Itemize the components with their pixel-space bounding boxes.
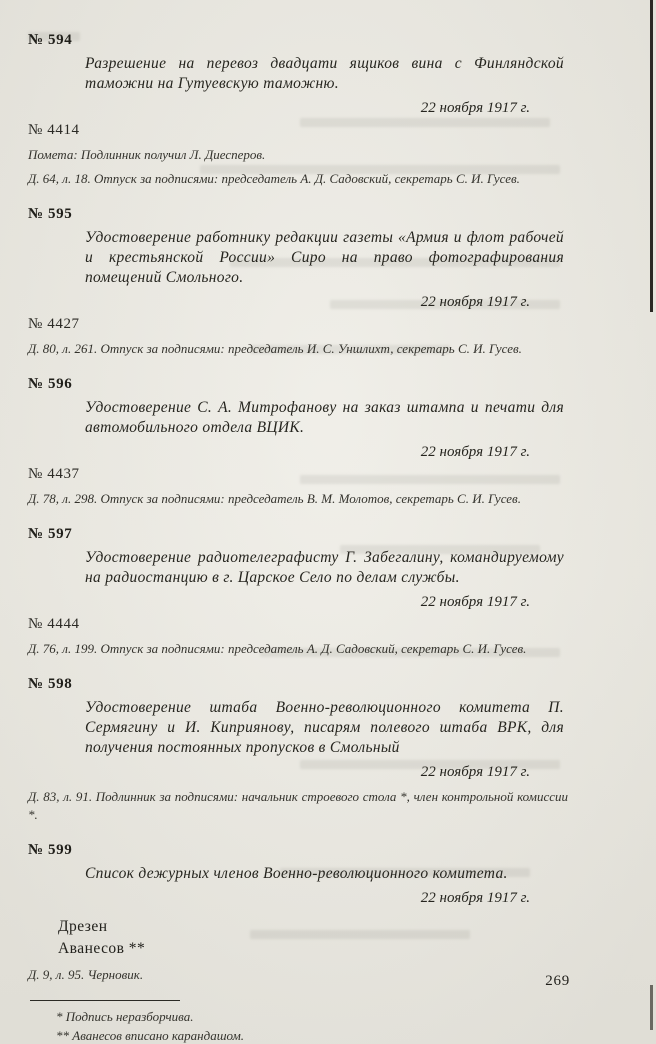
entry-title: Удостоверение радиотелеграфисту Г. Забегалину, командируемому на радиостанцию в г. Царское Село по делам службы. <box>85 549 564 586</box>
entry-reference: Д. 80, л. 261. Отпуск за подписями: председатель И. С. Уншлихт, секретарь С. И. Гусев. <box>28 341 522 356</box>
entry-title: Список дежурных членов Военно-революционного комитета. <box>85 865 508 882</box>
signatory-line: Дрезен <box>58 918 108 935</box>
footnote: * Подпись неразборчива. <box>56 1009 194 1024</box>
document-entry-599 <box>0 840 656 984</box>
page-number: 269 <box>545 973 570 989</box>
entry-date: 22 ноября 1917 г. <box>420 444 530 460</box>
footnote: ** Аванесов вписано карандашом. <box>56 1028 245 1043</box>
entry-reference: Д. 83, л. 91. Подлинник за подписями: начальник строевого стола *, член контрольной комиссии *. <box>28 789 568 822</box>
entry-doc-number: № 4414 <box>28 122 80 138</box>
entry-date: 22 ноября 1917 г. <box>420 890 530 906</box>
entry-title: Удостоверение штаба Военно-революционного комитета П. Сермягину и И. Киприянову, писарям полевого штаба ВРК, для получения постоянных пропусков в Смольный <box>85 699 564 756</box>
entry-number: № 598 <box>28 676 73 692</box>
entry-date: 22 ноября 1917 г. <box>420 594 530 610</box>
entry-date: 22 ноября 1917 г. <box>420 764 530 780</box>
document-entry-595 <box>0 204 656 358</box>
scan-edge-line-bottom <box>650 985 653 1030</box>
entry-doc-number: № 4437 <box>28 466 80 482</box>
signatory-line: Аванесов ** <box>58 940 146 957</box>
entry-reference: Д. 9, л. 95. Черновик. <box>28 967 144 982</box>
entry-number: № 596 <box>28 376 73 392</box>
document-entry-598 <box>0 674 656 824</box>
entry-number: № 599 <box>28 842 73 858</box>
entry-reference: Д. 76, л. 199. Отпуск за подписями: председатель А. Д. Садовский, секретарь С. И. Гусев. <box>28 641 527 656</box>
entry-nota: Помета: Подлинник получил Л. Диесперов. <box>28 147 266 162</box>
entry-number: № 594 <box>28 32 73 48</box>
entry-title: Разрешение на перевоз двадцати ящиков вина с Финляндской таможни на Гутуевскую таможню. <box>85 55 564 92</box>
entry-doc-number: № 4427 <box>28 316 80 332</box>
signatories-block <box>58 916 656 960</box>
entry-title: Удостоверение С. А. Митрофанову на заказ штампа и печати для автомобильного отдела ВЦИК. <box>85 399 564 436</box>
entry-date: 22 ноября 1917 г. <box>420 294 530 310</box>
entry-doc-number: № 4444 <box>28 616 80 632</box>
document-entry-596 <box>0 374 656 508</box>
footnote-divider <box>30 1000 180 1001</box>
document-entry-597 <box>0 524 656 658</box>
entry-number: № 595 <box>28 206 73 222</box>
entry-reference: Д. 64, л. 18. Отпуск за подписями: председатель А. Д. Садовский, секретарь С. И. Гусев. <box>28 171 520 186</box>
entry-number: № 597 <box>28 526 73 542</box>
entry-date: 22 ноября 1917 г. <box>420 100 530 116</box>
entry-title: Удостоверение работнику редакции газеты «Армия и флот рабочей и крестьянской России» Сиро на право фотографирования помещений Смольного. <box>85 229 564 286</box>
entry-reference: Д. 78, л. 298. Отпуск за подписями: председатель В. М. Молотов, секретарь С. И. Гусев. <box>28 491 521 506</box>
document-entry-594 <box>0 30 656 188</box>
